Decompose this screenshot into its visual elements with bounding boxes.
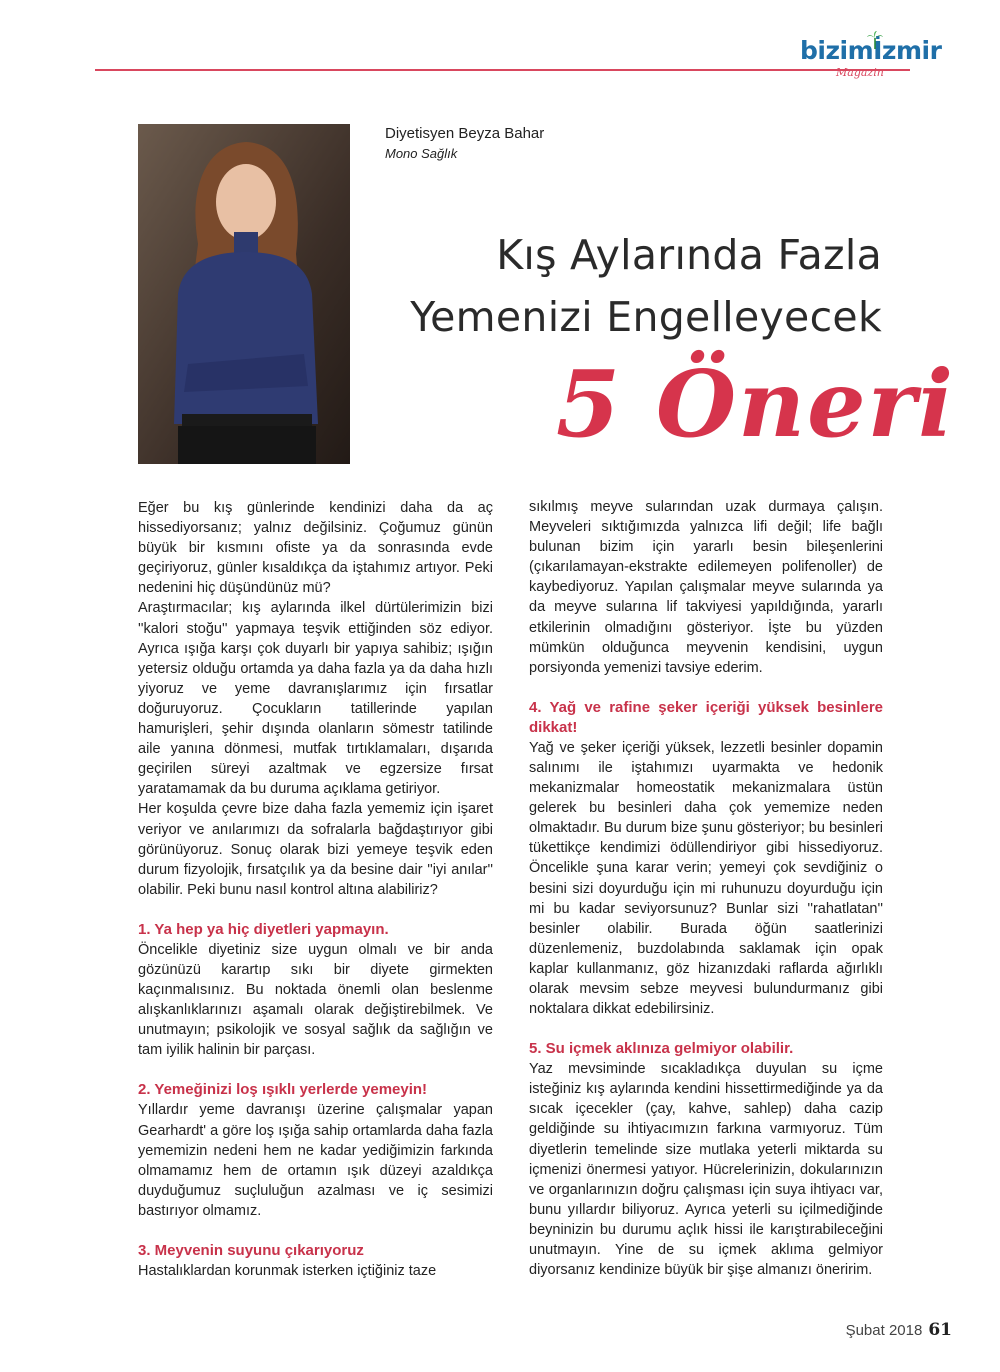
article-column-right [529, 497, 883, 1280]
section-5-heading: 5. Su içmek aklınıza gelmiyor olabilir. [529, 1040, 794, 1058]
brand-subtitle: Magazin [836, 66, 884, 79]
section-1-heading: 1. Ya hep ya hiç diyetleri yapmayın. [138, 920, 389, 938]
section-2-text: Yıllardır yeme davranışı üzerine çalışmalar yapan Gearhardt' a göre loş ışığa sahip ortamlarda daha fazla yememizin nedeni hem ne kadar yediğimizin farkında olmamamız hem de ortamın ışık düzeyi azaldıkça duyduğumuz suçluluğun azalması ve iç sesimizi bastırıyor olmamız. [138, 1102, 493, 1219]
title-highlight: 5 Öneri [556, 350, 956, 458]
header-rule [95, 69, 910, 71]
author-name: Diyetisyen Beyza Bahar [385, 125, 545, 142]
title-line-2: Yemenizi Engelleyecek [410, 293, 882, 341]
portrait-photo [138, 124, 350, 464]
intro-paragraph-1: Eğer bu kış günlerinde kendinizi daha da aç hissediyorsanız; yalnız değilsiniz. Çoğumuz günün büyük bir kısmını ofiste ya da sonrasında evde geçiriyoruz, günler kısaldıkça da iştahımız artıyor. Peki nedenini hiç düşündünüz mü? [138, 500, 493, 597]
intro-paragraph-2: Araştırmacılar; kış aylarında ilkel dürtülerimizin bizi ''kalori stoğu'' yapmaya teşvik ettiğinden söz ediyor. Ayrıca ışığa karşı çok duyarlı bir yapıya sahibiz; ışığın yetersiz olduğu ortamda ya daha fazla ya da daha hızlı yiyoruz ve yeme davranışlarımız için fırsatlar doğuruyoruz. Çocukların tatillerinde yapılan hamurişleri, şehir dışında olanların sömestr tatilinde aile yanına dönmesi, mutfak tırtıklamaları, dışarıda geçirilen süreyi azaltmak ve egzersize fırsat yaratamamak da bu duruma açıklama getiriyor. [138, 600, 493, 798]
section-4-text: Yağ ve şeker içeriği yüksek, lezzetli besinler dopamin salınımı ile iştahımızı uyarmakta ve hedonik mekanizmalar homeostatik mekanizmalara üstün gelerek bu besinleri daha çok yememize neden olmaktadır. Bu durum bize şunu gösteriyor; bu besinleri tükettikçe kendimizi ödüllendiriyor gibi hissediyoruz. Öncelikle şuna karar verin; yemeyi çok sevdiğiniz o besini sizi doyurduğu için mi ruhunuzu doyurduğu için mi bu kadar seviyorsunuz? Bunlar sizi ''rahatlatan'' besinler olabilir. Burada öğün saatlerinizi düzenlemeniz, buzdolabında saklamak için opak kaplar kullanmanız, göz hizanızdaki raflarda ağırlıklı olarak mevsim sebze meyvesi bulundurmanız gibi noktalara dikkat edebilirsiniz. [529, 739, 883, 1018]
section-2-heading: 2. Yemeğinizi loş ışıklı yerlerde yemeyin! [138, 1081, 428, 1099]
section-3-text-start: Hastalıklardan korunmak isterken içtiğiniz taze [138, 1263, 437, 1279]
article-column-left [138, 498, 493, 1281]
palm-tree-icon [866, 30, 884, 50]
title-line-1: Kış Aylarında Fazla [496, 231, 882, 279]
section-1-text: Öncelikle diyetiniz size uygun olmalı ve bir anda gözünüzü karartıp sıkı bir diyete girmekten kaçınmalısınız. Bu noktada önemli olan beslenme alışkanlıklarınızı aşamalı olarak değiştirebilmek. Ve unutmayın; psikolojik ve sosyal sağlık da sağlığın ve tam iyilik halinin bir parçası. [138, 941, 493, 1059]
section-5-text: Yaz mevsiminde sıcakladıkça duyulan su içme isteğiniz kış aylarında kendini hissettirmediğinde ya da sıcak içecekler (çay, kahve, sahlep) daha cazip geldiğinde su ihtiyacımızın farkına varmıyoruz. Tüm diyetlerin temelinde size mutlaka yeterli miktarda su içmenizi önermesi yatıyor. Hücrelerinizin, dokularınızın ve organlarınızın doğru çalışması için suya ihtiyacı var, bunu yıllardır biliyoruz. Ayrıca yeterli su içilmediğinde beyninizin bu durumu açlık hissi ile karıştırabileceğini unutmayın. Yine de su içmek aklıma gelmiyor diyorsanız kendinize büyük bir şişe almanızı öneririm. [529, 1061, 883, 1279]
section-3-text-cont: sıkılmış meyve sularından uzak durmaya çalışın. Meyveleri sıktığımızda yalnızca lifi değil; life bağlı bulunan bizim için yararlı besin bileşenlerini (çıkarılamayan-ekstrakte edilemeyen polifenoller) de kaybediyoruz. Yapılan çalışmalar meyve sularında ya da meyve sularına lif takviyesi yapıldığında, yararlı etkilerinin olmadığını gösteriyor. İşte bu yüzden mümkün olduğunca meyvenin kendisini, uygun porsiyonda yemenizi tavsiye ederim. [529, 499, 883, 676]
brand-name: bizimİzmir [800, 36, 942, 65]
section-3-heading: 3. Meyvenin suyunu çıkarıyoruz [138, 1242, 364, 1259]
page-number: 61 [928, 1320, 952, 1340]
brand-logo[interactable] [800, 30, 940, 80]
page-footer [846, 1320, 952, 1340]
author-block [385, 125, 544, 161]
issue-date: Şubat 2018 [845, 1322, 923, 1339]
author-organization: Mono Sağlık [385, 146, 458, 161]
section-4-heading: 4. Yağ ve rafine şeker içeriği yüksek besinlere dikkat! [529, 698, 883, 736]
portrait-illustration [138, 124, 350, 464]
article-title [410, 224, 882, 348]
intro-paragraph-3: Her koşulda çevre bize daha fazla yememiz için işaret veriyor ve anılarımızı da sofralarla bağdaştırıyor gibi görünüyoruz. Sonuç olarak bizi yemeye teşvik eden durum fizyolojik, fırsatçılık ya da besine dair ''iyi anılar'' olabilir. Peki bunu nasıl kontrol altına alabiliriz? [138, 801, 493, 898]
